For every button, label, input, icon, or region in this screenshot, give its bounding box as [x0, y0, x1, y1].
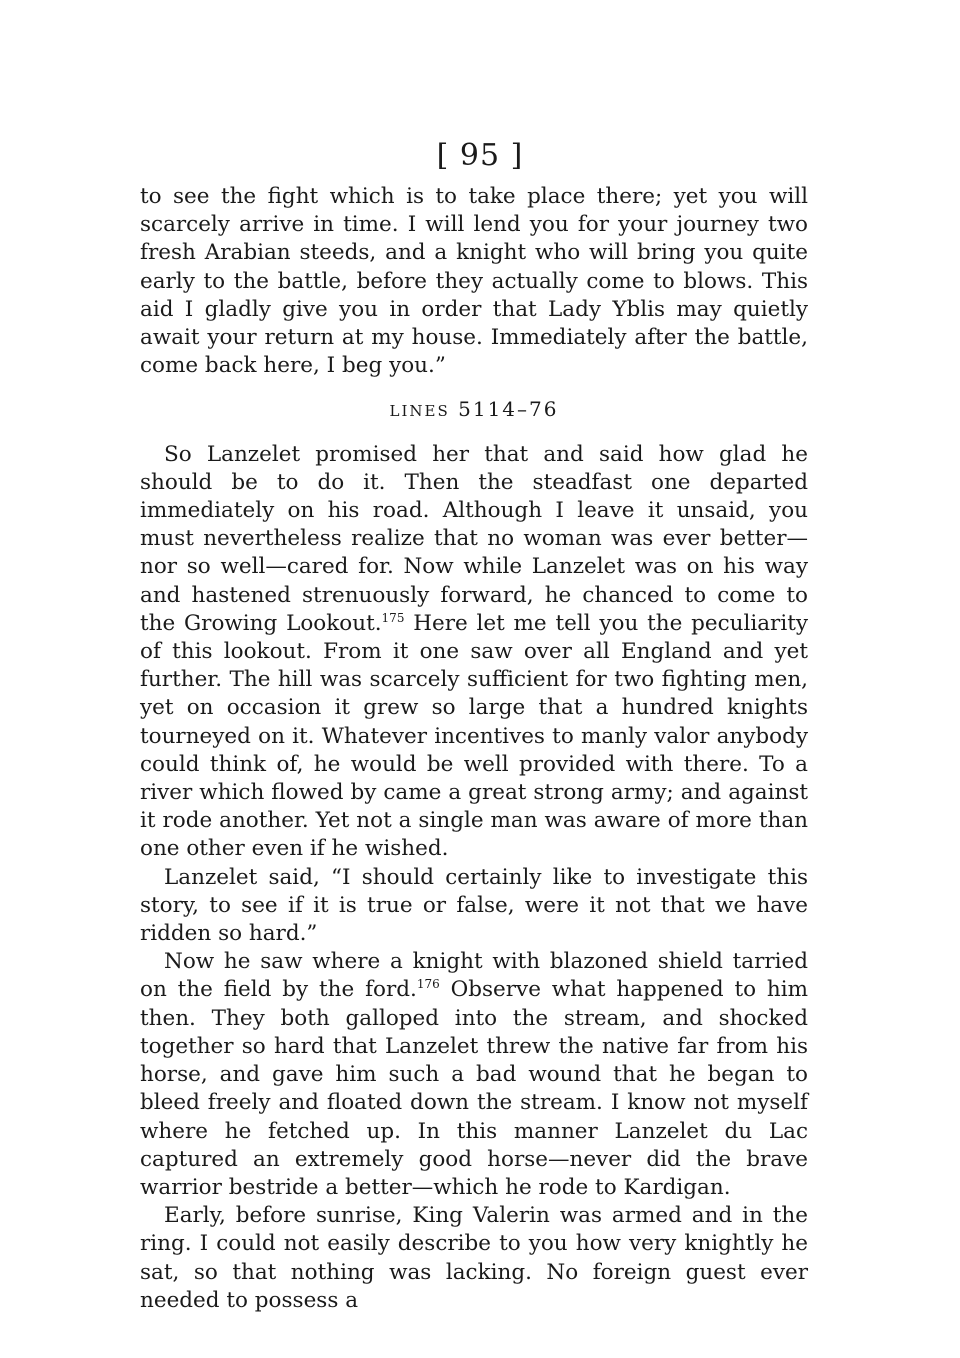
- section-heading-label: LINES: [389, 402, 450, 421]
- footnote-ref-176[interactable]: 176: [416, 977, 440, 992]
- paragraph-5-text: Early, before sunrise, King Valerin was armed and in the ring. I could not easily describe to you how very knightly he sat, so that nothing was lacking. No foreign guest ever needed to possess a: [140, 1203, 808, 1313]
- paragraph-2: [140, 441, 808, 864]
- body-text: [140, 183, 808, 1315]
- section-heading: [140, 395, 808, 425]
- paragraph-3-text: Lanzelet said, “I should certainly like to investigate this story, to see if it is true or false, were it not that we have ridden so hard.”: [140, 864, 808, 947]
- paragraph-4-text-b: Observe what happened to him then. They both galloped into the stream, and shocked together so hard that Lanzelet threw the native far from his horse, and gave him such a bad wound that he began to bleed freely and floated down the stream. I know not myself where he fetched up. In this manner Lanzelet du Lac captured an extremely good horse—never did the brave warrior bestride a better—which he rode to Kardigan.: [140, 977, 808, 1200]
- paragraph-3: [140, 864, 808, 949]
- footnote-ref-175[interactable]: 175: [381, 610, 405, 625]
- section-heading-range: 5114–76: [458, 397, 559, 422]
- paragraph-5: [140, 1202, 808, 1315]
- paragraph-2-text-b: Here let me tell you the peculiarity of this lookout. From it one saw over all England and yet further. The hill was scarcely sufficient for two fighting men, yet on occasion it grew so large that a hundred knights tourneyed on it. Whatever incentives to manly valor anybody could think of, he would be well provided with there. To a river which flowed by came a great strong army; and against it rode another. Yet not a single man was aware of more than one other even if he wished.: [140, 610, 808, 862]
- page-number: [ 95 ]: [436, 138, 524, 173]
- paragraph-1-text: to see the fight which is to take place there; yet you will scarcely arrive in time. I will lend you for your journey two fresh Arabian steeds, and a knight who will bring you quite early to the battle, before they actually come to blows. This aid I gladly give you in order that Lady Yblis may quietly await your return at my house. Immediately after the battle, come back here, I beg you.”: [140, 184, 808, 379]
- paragraph-1: [140, 183, 808, 380]
- paragraph-4: [140, 948, 808, 1202]
- paragraph-4-text-a: Now he saw where a knight with blazoned shield tarried on the field by the ford.: [140, 949, 808, 1003]
- paragraph-2-text-a: So Lanzelet promised her that and said how glad he should be to do it. Then the steadfast one departed immediately on his road. Although I leave it unsaid, you must nevertheless realize that no woman was ever better—nor so well—cared for. Now while Lanzelet was on his way and hastened strenuously forward, he chanced to come to the Growing Lookout.: [140, 441, 808, 636]
